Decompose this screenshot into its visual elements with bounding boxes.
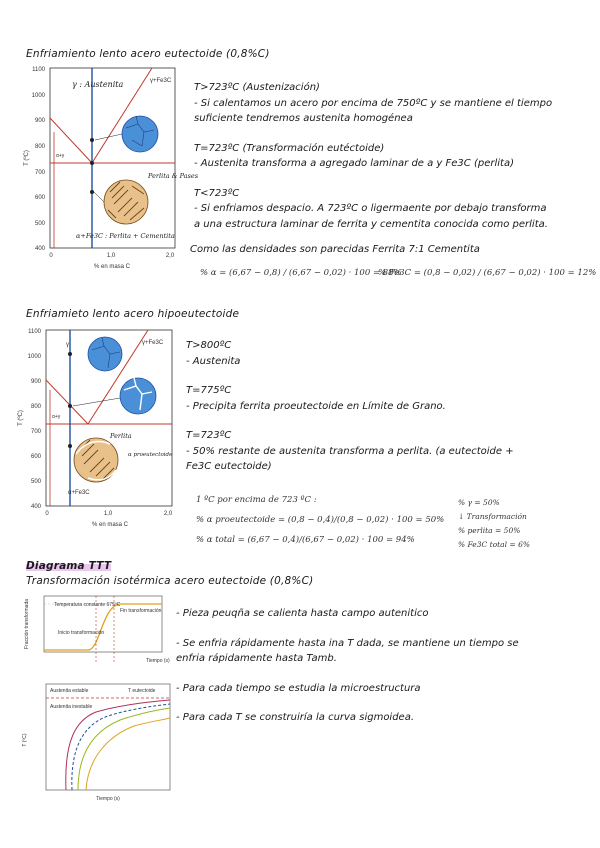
y-tick: 500 (30, 479, 41, 485)
text-line: - Austenita transforma a agregado laminar de a y Fe3C (perlita) (194, 158, 514, 169)
label-bottom: α+Fe3C : Perlita + Cementita (76, 232, 175, 240)
spacer (186, 369, 586, 383)
text-line: - Si enfriamos despacio. A 723ºC o ligermaente por debajo transforma (194, 203, 547, 214)
y-tick: 800 (34, 144, 45, 150)
text-line: T<723ºC (194, 187, 240, 199)
text-line: T=723ºC (186, 430, 232, 441)
y-tick: 900 (34, 118, 45, 124)
formula-alpha: % α = (6,67 − 0,8) / (6,67 − 0,02) · 100 = 88% (200, 268, 402, 278)
y-tick: 800 (30, 404, 41, 410)
spacer (176, 622, 586, 636)
text-line: suficiente tendremos austenita homogénea (194, 113, 413, 124)
text-line: - Para cada T se construiría la curva sigmoidea. (176, 712, 415, 723)
section1-title: Enfriamiento lento acero eutectoide (0,8%C) (26, 48, 270, 60)
label-eutectoid: T eutectoide (128, 688, 156, 694)
fraction-transformed-plot (16, 592, 170, 670)
hand-line: % α total = (6,67 − 0,4)/(6,67 − 0,02) · 100 = 94% (196, 535, 415, 545)
label-unstable: Austenita inestable (50, 704, 93, 710)
y-tick: 700 (34, 170, 45, 176)
label-gamma-fe3c: γ+Fe3C (150, 78, 172, 84)
hand-line: % Fe3C total = 6% (458, 540, 531, 549)
x-axis-label: Tiempo (s) (96, 796, 120, 802)
y-tick: 600 (34, 195, 45, 201)
ttt-diagram (16, 680, 174, 805)
phase-diagram-eutectoid (20, 62, 199, 272)
label-perlita: Perlita & Pases (148, 172, 199, 180)
hand-line: % perlita = 50% (458, 526, 521, 535)
y-tick: 400 (30, 504, 41, 510)
x-tick: 2,0 (165, 253, 175, 259)
label-gamma: γ (66, 342, 69, 348)
text-line: - 50% restante de austenita transforma a perlita. (a eutectoide + (186, 445, 514, 457)
hand-line: % γ = 50% (458, 498, 500, 507)
text-line: - Pieza peuqña se calienta hasta campo autenitico (176, 608, 429, 619)
text-line: a una estructura laminar de ferrita y cementita conocida como perlita. (194, 218, 548, 230)
y-tick: 1100 (28, 329, 41, 335)
section2-title: Enfriamieto lento acero hipoeutectoide (26, 308, 240, 320)
section3-title: Transformación isotérmica acero eutectoide (0,8%C) (26, 575, 314, 587)
y-tick: 1000 (27, 354, 41, 360)
label-alpha-gamma: α+γ (52, 414, 61, 420)
text-line: T=723ºC (Transformación eutéctoide) (194, 142, 385, 154)
x-tick: 0 (45, 511, 49, 517)
label-alpha-gamma: α+γ (56, 153, 65, 159)
y-axis-label: T (ºC) (24, 150, 30, 166)
y-tick: 1100 (32, 67, 45, 73)
section1-text (194, 80, 594, 232)
y-tick: 700 (30, 429, 41, 435)
x-tick: 2,0 (163, 511, 173, 517)
label-bottom: α+Fe3C (68, 490, 90, 496)
y-tick: 400 (34, 246, 45, 252)
text-line: T>723ºC (Austenización) (194, 82, 320, 93)
hand-line: ↓ Transformación (458, 512, 527, 521)
text-line: - Precipita ferrita proeutectoide en Límite de Grano. (186, 400, 446, 412)
y-tick: 900 (30, 379, 41, 385)
formula-fe3c: % Fe3C = (0,8 − 0,02) / (6,67 − 0,02) · 100 = 12% (378, 268, 597, 278)
label-proeutectoid: α proeutectoide (128, 452, 173, 458)
spacer (186, 414, 586, 428)
text-line: - Se enfria rápidamente hasta ina T dada, se mantiene un tiempo se (176, 637, 519, 649)
y-tick: 600 (30, 454, 41, 460)
x-tick: 1,0 (103, 511, 113, 517)
x-tick: 0 (49, 253, 53, 259)
section3-text (176, 606, 586, 726)
spacer (176, 667, 586, 681)
label-perlita: Perlita (110, 432, 132, 440)
text-line: T>800ºC (186, 340, 232, 351)
section3-heading (26, 560, 111, 572)
section2-handwritten-right (458, 496, 530, 552)
text-line: Fe3C eutectoide) (186, 461, 272, 472)
label-end: Fin transformación (120, 608, 162, 614)
y-axis-label: Fracción transformada (24, 598, 30, 650)
hand-line: 1 ºC por encima de 723 ºC : (196, 495, 317, 505)
x-axis-label: % en masa C (93, 264, 131, 270)
x-tick: 1,0 (106, 253, 116, 259)
section2-handwritten (196, 490, 444, 550)
y-axis-label: T (ºC) (18, 410, 24, 426)
label-stable: Austenita estable (50, 688, 89, 694)
hand-line: % α proeutectoide = (0,8 − 0,4)/(0,8 − 0,02) · 100 = 50% (196, 515, 445, 525)
spacer (176, 696, 586, 710)
label-austenite: γ : Austenita (72, 80, 124, 89)
y-tick: 500 (34, 221, 45, 227)
text-line: T=775ºC (186, 385, 232, 396)
heading-highlight: Diagrama TTT (26, 560, 112, 572)
label-gamma-fe3c: γ+Fe3C (142, 340, 164, 346)
text-line: enfria rápidamente hasta Tamb. (176, 653, 337, 664)
x-axis-label: Tiempo (s) (146, 658, 170, 664)
label-temperature: Temperatura constante 675ºC (54, 602, 121, 608)
text-line: - Austenita (186, 355, 241, 367)
section1-density: Como las densidades son parecidas Ferrita 7:1 Cementita (190, 244, 480, 255)
spacer (194, 172, 594, 186)
section2-text (186, 338, 586, 475)
spacer (194, 127, 594, 141)
text-line: - Si calentamos un acero por encima de 750ºC y se mantiene el tiempo (194, 97, 553, 109)
phase-diagram-hypoeutectoid (10, 324, 180, 534)
text-line: - Para cada tiempo se estudia la microestructura (176, 682, 421, 694)
y-tick: 1000 (31, 93, 45, 99)
label-start: Inicio transformación (58, 630, 105, 636)
x-axis-label: % en masa C (91, 522, 129, 528)
y-axis-label: T (ºC) (22, 733, 28, 747)
